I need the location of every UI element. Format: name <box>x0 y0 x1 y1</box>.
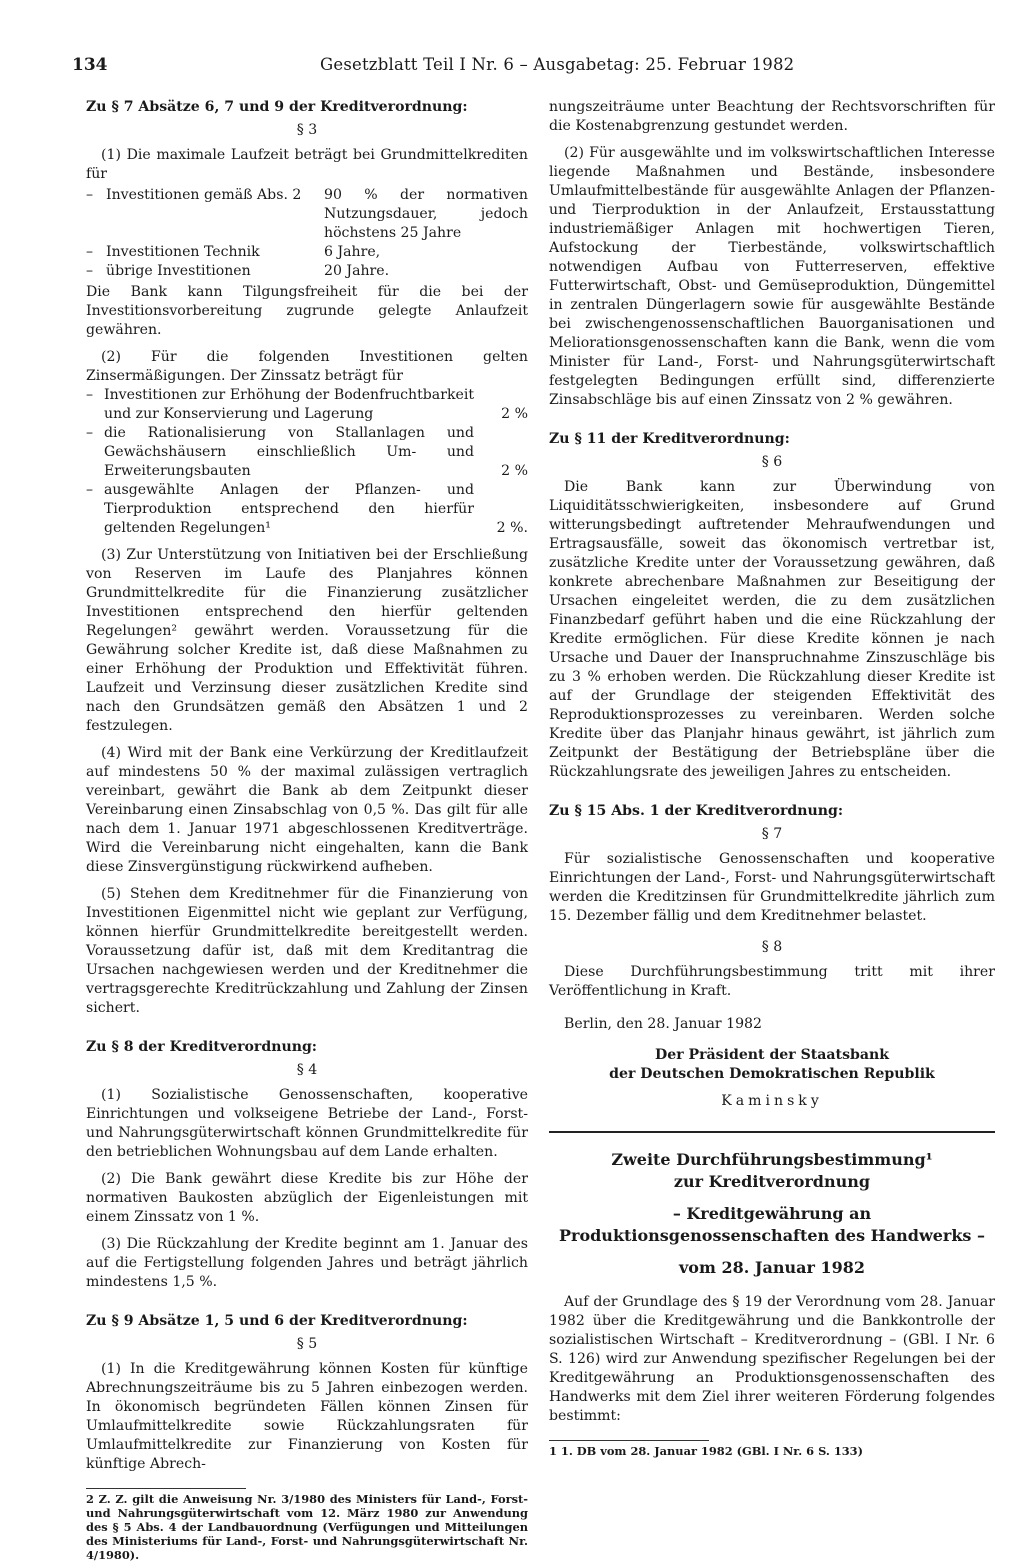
term-row <box>86 262 528 281</box>
decree-title: zur Kreditverordnung <box>673 1172 871 1191</box>
section-heading: Zu § 8 der Kreditverordnung: <box>86 1039 318 1055</box>
paragraph: Die Bank kann Tilgungsfreiheit für die bei der Investitionsvorbereitung zugrunde gelegte Anlaufzeit gewähren. <box>86 284 528 338</box>
rate-value: 2 % <box>501 463 528 479</box>
page-number: 134 <box>72 55 108 75</box>
term-row <box>86 243 528 262</box>
paragraph: Diese Durchführungsbestimmung tritt mit ihrer Veröffentlichung in Kraft. <box>549 964 995 999</box>
footnote: 2 Z. Z. gilt die Anweisung Nr. 3/1980 des Ministers für Land-, Forst- und Nahrungsgüterwirtschaft vom 12. März 1980 zur Anwendung des § 5 Abs. 4 der Landbauordnung (Verfügungen und Mitteilungen des Ministeriums für Land-, Forst- und Nahrungsgüterwirtschaft Nr. 4/1980). <box>86 1492 528 1562</box>
section-heading: Zu § 15 Abs. 1 der Kreditverordnung: <box>549 803 844 819</box>
signature-title: der Deutschen Demokratischen Republik <box>609 1066 935 1082</box>
footnote: 1 1. DB vom 28. Januar 1982 (GBl. I Nr. 6 S. 133) <box>549 1444 863 1458</box>
decree-date: vom 28. Januar 1982 <box>679 1258 865 1277</box>
rate-text: – ausgewählte Anlagen der Pflanzen- und Tierproduktion entsprechend den hierfür geltenden Regelungen¹ <box>104 482 474 536</box>
paragraph-sign: § 4 <box>296 1062 318 1078</box>
paragraph: (2) Die Bank gewährt diese Kredite bis zur Höhe der normativen Baukosten abzüglich der Eigenleistungen mit einem Zinssatz von 1 %. <box>86 1171 528 1225</box>
preamble: Auf der Grundlage des § 19 der Verordnung vom 28. Januar 1982 über die Kreditgewährung und die Bankkontrolle der sozialistischen Wirtschaft – Kreditverordnung – (GBl. I Nr. 6 S. 126) wird zur Anwendung spezifischer Regelungen bei der Kreditgewährung an Produktionsgenossenschaften des Handwerks mit dem Ziel ihrer weiteren Förderung folgendes bestimmt: <box>549 1294 995 1424</box>
term-list <box>86 186 528 281</box>
paragraph: (3) Zur Unterstützung von Initiativen bei der Erschließung von Reserven im Laufe des Planjahres können Grundmittelkredite für die Finanzierung zusätzlicher Investitionen entsprechend den hierfür geltenden Regelungen² gewährt werden. Voraussetzung für die Gewährung solcher Kredite ist, daß diese Maßnahmen zu einer Erhöhung der Produktion und Effektivität führen. Laufzeit und Verzinsung dieser zusätzlichen Kredite sind nach den Grundsätzen gemäß den Absätzen 1 und 2 festzulegen. <box>86 547 528 734</box>
paragraph: (2) Für die folgenden Investitionen gelten Zinsermäßigungen. Der Zinssatz beträgt für <box>86 349 528 384</box>
decree-subtitle: – Kreditgewährung an Produktionsgenossenschaften des Handwerks – <box>558 1204 986 1245</box>
paragraph: (4) Wird mit der Bank eine Verkürzung der Kreditlaufzeit auf mindestens 50 % der maximal zulässigen vertraglich vereinbart, gewährt die Bank ab dem Zeitpunkt dieser Vereinbarung einen Zinsabschlag von 0,5 %. Das gilt für alle nach dem 1. Januar 1971 abgeschlossenen Kreditverträge. Wird die Vereinbarung nicht eingehalten, kann die Bank diese Zinsvergünstigung rückwirkend aufheben. <box>86 745 528 875</box>
paragraph: Die Bank kann zur Überwindung von Liquiditätsschwierigkeiten, insbesondere auf Grund witterungsbedingt auftretender Mehraufwendungen und Ertragsausfälle, soweit das ökonomisch vertretbar ist, zusätzliche Kredite unter der Voraussetzung gewähren, daß konkrete abrechenbare Maßnahmen zur Beseitigung der Ursachen eingeleitet werden, die zu dem zusätzlichen Finanzbedarf geführt haben und die eine Rückzahlung der Kredite ermöglichen. Für diese Kredite können je nach Ursache und Dauer der Inanspruchnahme Zinszuschläge bis zu 3 % erhoben werden. Die Rückzahlung dieser Kredite ist auf der Grundlage der steigenden Effektivität des Reproduktionsprozesses zu vereinbaren. Werden solche Kredite über das Planjahr hinaus gewährt, ist jährlich zum Zeitpunkt der Bestätigung der Betriebspläne über die Rückzahlungsrate des jeweiligen Jahres zu entscheiden. <box>549 479 995 780</box>
right-column <box>549 98 995 1458</box>
rate-item <box>86 386 528 424</box>
rate-value: 2 % <box>501 406 528 422</box>
rate-item <box>86 481 528 538</box>
footnote-rule <box>86 1488 246 1489</box>
term-label: – übrige Investitionen <box>86 262 324 281</box>
paragraph-sign: § 6 <box>761 454 783 470</box>
section-heading: Zu § 11 der Kreditverordnung: <box>549 431 790 447</box>
paragraph: (2) Für ausgewählte und im volkswirtschaftlichen Interesse liegende Maßnahmen und Bestände, insbesondere Umlaufmittelbestände für ausgewählte Anlagen der Pflanzen- und Tierproduktion in der Anlaufzeit, Erstausstattung industriemäßiger Anlagen mit hochwertigen Tieren, Aufstockung der Tierbestände, volkswirtschaftlich notwendigen Aufbau von Futterreserven, effektive Futterwirtschaft, Obst- und Gemüseproduktion, Düngemittel in zentralen Düngerlagern sowie für ausgewählte Bestände bei zwischengenossenschaftlichen Bauorganisationen und Meliorationsgenossenschaften kann die Bank, wenn die vom Minister für Land-, Forst- und Nahrungsgüterwirtschaft festgelegten Bedingungen erfüllt sind, differenzierte Zinsabschläge bis auf einen Zinssatz von 2 % gewähren. <box>549 145 995 408</box>
paragraph-sign: § 8 <box>761 939 783 955</box>
term-value: 6 Jahre, <box>324 244 381 260</box>
term-label: – Investitionen Technik <box>86 243 324 262</box>
footnote-rule <box>549 1440 709 1441</box>
signer-name: Kaminsky <box>721 1093 823 1109</box>
paragraph: Für sozialistische Genossenschaften und kooperative Einrichtungen der Land-, Forst- und Nahrungsgüterwirtschaft werden die Kreditzinsen für Grundmittelkredite jährlich zum 15. Dezember fällig und dem Kreditnehmer belastet. <box>549 851 995 924</box>
paragraph-sign: § 5 <box>296 1336 318 1352</box>
running-head: Gesetzblatt Teil I Nr. 6 – Ausgabetag: 25. Februar 1982 <box>320 55 795 74</box>
section-rule <box>549 1131 995 1133</box>
section-heading: Zu § 7 Absätze 6, 7 und 9 der Kreditverordnung: <box>86 99 468 115</box>
section-heading: Zu § 9 Absätze 1, 5 und 6 der Kreditverordnung: <box>86 1313 468 1329</box>
rate-text: – Investitionen zur Erhöhung der Bodenfruchtbarkeit und zur Konservierung und Lagerung <box>104 387 474 422</box>
left-column <box>86 98 528 1562</box>
paragraph: nungszeiträume unter Beachtung der Rechtsvorschriften für die Kostenabgrenzung gestundet werden. <box>549 99 995 134</box>
paragraph-sign: § 3 <box>296 122 318 138</box>
term-row <box>86 186 528 243</box>
term-value: 90 % der normativen Nutzungsdauer, jedoch höchstens 25 Jahre <box>324 187 528 241</box>
paragraph: (1) Sozialistische Genossenschaften, kooperative Einrichtungen und volkseigene Betriebe der Land-, Forst- und Nahrungsgüterwirtschaft können Grundmittelkredite für den betrieblichen Wohnungsbau auf dem Lande erhalten. <box>86 1087 528 1160</box>
rate-value: 2 %. <box>496 520 528 536</box>
decree-title: Zweite Durchführungsbestimmung¹ <box>611 1150 933 1169</box>
term-label: – Investitionen gemäß Abs. 2 <box>86 186 324 243</box>
term-value: 20 Jahre. <box>324 263 390 279</box>
paragraph: (1) In die Kreditgewährung können Kosten für künftige Abrechnungszeiträume bis zu 5 Jahren einbezogen werden. In ökonomisch begründeten Fällen können Zinsen für Umlaufmittelkredite sowie Rückzahlungsraten für Umlaufmittelkredite zur Finanzierung von Kosten für künftige Abrech- <box>86 1361 528 1472</box>
signature-title: Der Präsident der Staatsbank <box>655 1047 889 1063</box>
rate-item <box>86 424 528 481</box>
place-date: Berlin, den 28. Januar 1982 <box>564 1016 762 1032</box>
rate-text: – die Rationalisierung von Stallanlagen und Gewächshäusern einschließlich Um- und Erweiterungsbauten <box>104 425 474 479</box>
paragraph-sign: § 7 <box>761 826 783 842</box>
paragraph: (1) Die maximale Laufzeit beträgt bei Grundmittelkrediten für <box>86 147 528 182</box>
paragraph: (3) Die Rückzahlung der Kredite beginnt am 1. Januar des auf die Fertigstellung folgenden Jahres und beträgt jährlich mindestens 1,5 %. <box>86 1236 528 1290</box>
paragraph: (5) Stehen dem Kreditnehmer für die Finanzierung von Investitionen Eigenmittel nicht wie geplant zur Verfügung, können hierfür Grundmittelkredite bereitgestellt werden. Voraussetzung dafür ist, daß mit dem Kreditantrag die Ursachen nachgewiesen werden und der Kreditnehmer die vertragsgerechte Kreditrückzahlung und Zahlung der Zinsen sichert. <box>86 886 528 1016</box>
